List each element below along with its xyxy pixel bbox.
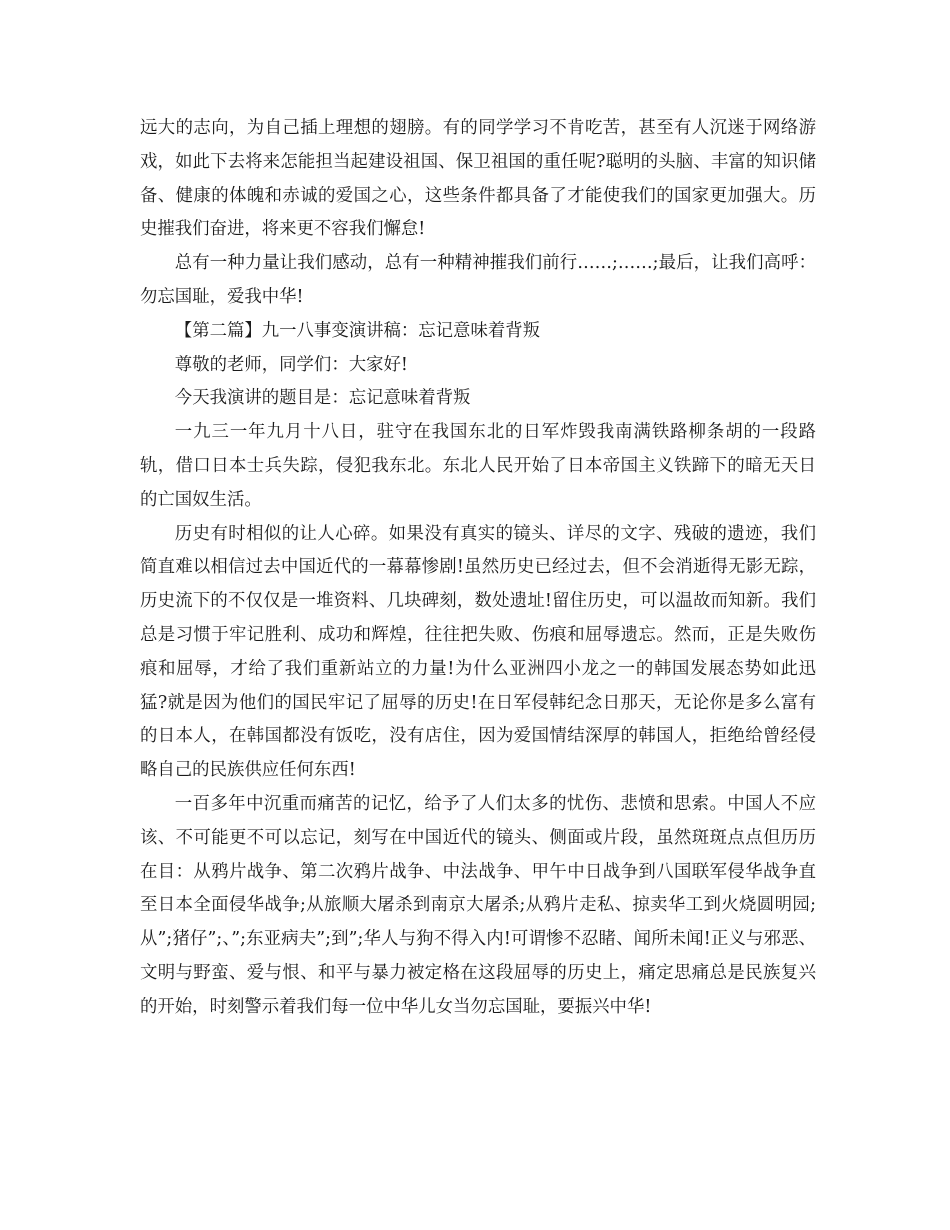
paragraph-continuation: 远大的志向，为自己插上理想的翅膀。有的同学学习不肯吃苦，甚至有人沉迷于网络游戏，如此下去将来怎能担当起建设祖国、保卫祖国的重任呢?聪明的头脑、丰富的知识储备、健康的体魄和赤诚的爱国之心，这些条件都具备了才能使我们的国家更加强大。历史摧我们奋进，将来更不容我们懈怠! [140,118,816,240]
document-body [140,112,816,1025]
paragraph-closing: 总有一种力量让我们感动，总有一种精神摧我们前行……;……;最后，让我们高呼：勿忘国耻，爱我中华! [140,253,816,307]
paragraph-body: 历史有时相似的让人心碎。如果没有真实的镜头、详尽的文字、残破的遗迹，我们简直难以相信过去中国近代的一幕幕惨剧!虽然历史已经过去，但不会消逝得无影无踪，历史流下的不仅仅是一堆资料、几块碑刻，数处遗址!留住历史，可以温故而知新。我们总是习惯于牢记胜利、成功和辉煌，往往把失败、伤痕和屈辱遗忘。然而，正是失败伤痕和屈辱，才给了我们重新站立的力量!为什么亚洲四小龙之一的韩国发展态势如此迅猛?就是因为他们的国民牢记了屈辱的历史!在日军侵韩纪念日那天，无论你是多么富有的日本人，在韩国都没有饭吃，没有店住，因为爱国情结深厚的韩国人，拒绝给曾经侵略自己的民族供应任何东西! [140,523,816,781]
paragraph-greeting: 尊敬的老师，同学们：大家好! [174,354,408,375]
paragraph-body: 一九三一年九月十八日，驻守在我国东北的日军炸毁我南满铁路柳条胡的一段路轨，借口日本士兵失踪，侵犯我东北。东北人民开始了日本帝国主义铁蹄下的暗无天日的亡国奴生活。 [140,422,816,510]
section-heading: 【第二篇】九一八事变演讲稿：忘记意味着背叛 [174,320,541,341]
paragraph-topic: 今天我演讲的题目是：忘记意味着背叛 [174,388,471,409]
paragraph-body: 一百多年中沉重而痛苦的记忆，给予了人们太多的忧伤、悲愤和思索。中国人不应该、不可能更不可以忘记，刻写在中国近代的镜头、侧面或片段，虽然斑斑点点但历历在目：从鸦片战争、第二次鸦片战争、中法战争、甲午中日战争到八国联军侵华战争直至日本全面侵华战争;从旅顺大屠杀到南京大屠杀;从鸦片走私、掠卖华工到火烧圆明园;从”;猪仔”;、”;东亚病夫”;到”;华人与狗不得入内!可谓惨不忍睹、闻所未闻!正义与邪恶、文明与野蛮、爱与恨、和平与暴力被定格在这段屈辱的历史上，痛定思痛总是民族复兴的开始，时刻警示着我们每一位中华儿女当勿忘国耻，要振兴中华! [140,793,816,1017]
